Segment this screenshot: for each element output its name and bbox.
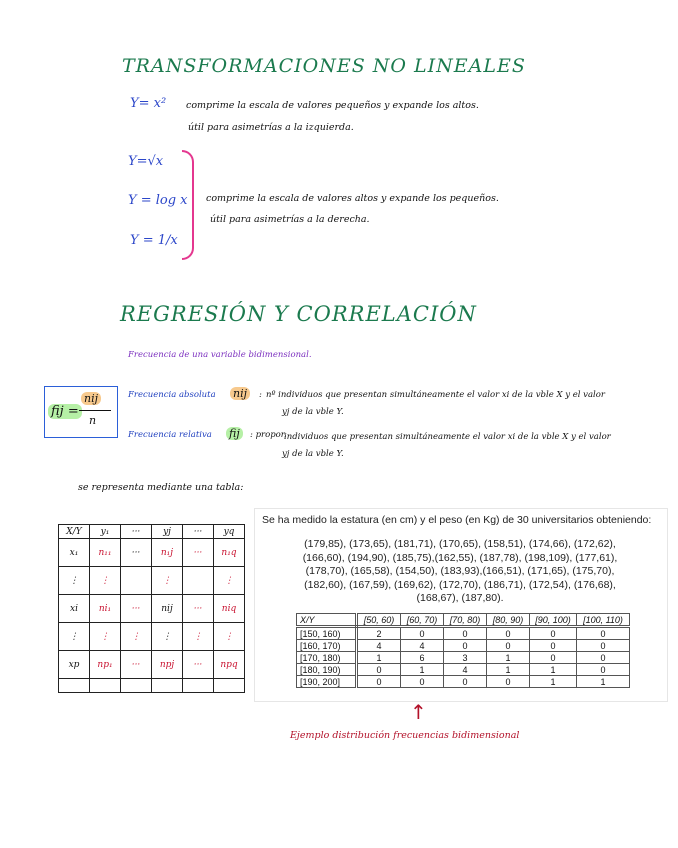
hand-cell: npj	[152, 651, 183, 679]
subtitle-bidimensional: Frecuencia de una variable bidimensional.	[128, 350, 312, 360]
hand-cell: ···	[183, 651, 214, 679]
example-cell: 1	[577, 676, 630, 688]
hand-cell: ···	[183, 595, 214, 623]
hand-cell: ⋮	[59, 567, 90, 595]
example-header-cell: [70, 80)	[444, 614, 487, 627]
hand-table-row	[59, 623, 245, 651]
abs-freq-colon: :	[259, 390, 262, 400]
pink-bracket	[182, 150, 194, 260]
hand-cell: xi	[59, 595, 90, 623]
hand-cell: npq	[214, 651, 245, 679]
example-intro: Se ha medido la estatura (en cm) y el peso (en Kg) de 30 universitarios obteniendo:	[262, 514, 652, 526]
data-line: (179,85), (173,65), (181,71), (170,65), (158,51), (174,66), (172,62),	[304, 538, 616, 550]
data-line: (168,67), (187,80).	[416, 592, 504, 604]
hand-cell: ···	[121, 595, 152, 623]
hand-cell: ⋮	[214, 623, 245, 651]
example-cell: 0	[577, 627, 630, 640]
table-intro: se representa mediante una tabla:	[78, 482, 244, 493]
formula-x-squared: Y= x²	[130, 96, 167, 111]
example-table-row	[297, 652, 630, 664]
hand-cell: n₁q	[214, 539, 245, 567]
fij-denominator: n	[89, 414, 97, 427]
hand-cell: ⋮	[152, 623, 183, 651]
hand-cell: nij	[152, 595, 183, 623]
example-cell: 1	[401, 664, 444, 676]
hand-table-row	[59, 567, 245, 595]
square-line-1: comprime la escala de valores pequeños y expande los altos.	[186, 100, 479, 111]
example-header-cell: [80, 90)	[487, 614, 530, 627]
example-table-row	[297, 676, 630, 688]
example-cell: 0	[577, 664, 630, 676]
hand-cell: ···	[121, 539, 152, 567]
rel-freq-label: Frecuencia relativa	[128, 430, 212, 440]
example-cell: 0	[487, 640, 530, 652]
rel-freq-text-2: yj de la vble Y.	[282, 449, 344, 459]
hand-header-cell: X/Y	[59, 525, 90, 539]
abs-freq-symbol: nij	[230, 387, 250, 400]
example-cell: 0	[577, 652, 630, 664]
rel-freq-symbol: fij	[226, 427, 243, 440]
example-cell: 3	[444, 652, 487, 664]
hand-cell: ⋮	[183, 623, 214, 651]
section-title-regresion: REGRESIÓN Y CORRELACIÓN	[120, 302, 477, 326]
square-line-2: útil para asimetrías a la izquierda.	[188, 122, 354, 133]
example-cell: 0	[401, 627, 444, 640]
example-cell: 1	[487, 652, 530, 664]
abs-freq-text: nº individuos que presentan simultáneamente el valor xi de la vble X y el valor	[266, 390, 605, 400]
example-cell: 4	[401, 640, 444, 652]
hand-table-header	[59, 525, 245, 539]
example-cell: [190, 200]	[297, 676, 357, 688]
example-cell: 0	[357, 676, 401, 688]
formula-log: Y = log x	[128, 193, 188, 208]
fij-lhs: fij =	[48, 404, 82, 419]
hand-cell: ⋮	[90, 567, 121, 595]
hand-cell	[183, 567, 214, 595]
example-cell: [170, 180)	[297, 652, 357, 664]
example-cell: 0	[401, 676, 444, 688]
data-line: (178,70), (165,58), (154,50), (183,93),(166,51), (171,65), (175,70),	[305, 565, 615, 577]
example-header-cell: [50, 60)	[357, 614, 401, 627]
example-cell: 0	[444, 640, 487, 652]
example-cell: 0	[530, 627, 577, 640]
up-arrow-icon: ↑	[410, 700, 427, 724]
hand-header-cell: yj	[152, 525, 183, 539]
example-cell: 1	[530, 664, 577, 676]
example-header-cell: [60, 70)	[401, 614, 444, 627]
example-table-row	[297, 627, 630, 640]
example-table-header	[297, 614, 630, 627]
example-cell: 0	[487, 676, 530, 688]
example-data-block	[254, 538, 666, 606]
example-table-row	[297, 664, 630, 676]
example-cell: 2	[357, 627, 401, 640]
abs-freq-label: Frecuencia absoluta	[128, 390, 216, 400]
hand-header-cell: yq	[214, 525, 245, 539]
data-line: (182,60), (167,59), (169,62), (172,70), (186,71), (172,54), (176,68),	[304, 578, 616, 591]
example-cell: 1	[487, 664, 530, 676]
hand-cell	[121, 567, 152, 595]
example-cell: 0	[530, 652, 577, 664]
hand-header-cell: y₁	[90, 525, 121, 539]
formula-sqrt: Y=√x	[128, 154, 164, 169]
example-caption: Ejemplo distribución frecuencias bidimensional	[290, 730, 520, 741]
hand-cell: ⋮	[214, 567, 245, 595]
hand-cell: xp	[59, 651, 90, 679]
hand-cell: x₁	[59, 539, 90, 567]
example-cell: [180, 190)	[297, 664, 357, 676]
example-header-cell: X/Y	[297, 614, 357, 627]
hand-header-cell: ···	[183, 525, 214, 539]
hand-table-row	[59, 539, 245, 567]
example-cell: 1	[530, 676, 577, 688]
section-title-transformaciones: TRANSFORMACIONES NO LINEALES	[122, 55, 526, 77]
group-line-2: útil para asimetrías a la derecha.	[210, 214, 370, 225]
example-cell: 0	[357, 664, 401, 676]
example-header-cell: [90, 100)	[530, 614, 577, 627]
hand-cell: ⋮	[152, 567, 183, 595]
hand-header-cell: ···	[121, 525, 152, 539]
hand-cell: ···	[121, 651, 152, 679]
hand-frequency-table	[58, 524, 245, 693]
fraction-bar	[79, 410, 111, 411]
hand-cell: ni₁	[90, 595, 121, 623]
hand-cell: n₁₁	[90, 539, 121, 567]
hand-cell: ⋮	[59, 623, 90, 651]
hand-cell: n₁j	[152, 539, 183, 567]
example-cell: [160, 170)	[297, 640, 357, 652]
hand-cell: ···	[183, 539, 214, 567]
rel-freq-text: individuos que presentan simultáneamente el valor xi de la vble X y el valor	[284, 432, 611, 442]
example-cell: 1	[357, 652, 401, 664]
fij-formula-box	[44, 386, 118, 438]
data-line: (166,60), (194,90), (185,75),(162,55), (187,78), (198,109), (177,61),	[302, 551, 618, 564]
example-cell: 4	[357, 640, 401, 652]
group-line-1: comprime la escala de valores altos y expande los pequeños.	[206, 193, 499, 204]
rel-freq-colon: : propor.	[250, 430, 287, 440]
example-cell: 0	[487, 627, 530, 640]
hand-table-empty-row	[59, 679, 245, 693]
example-table-row	[297, 640, 630, 652]
example-header-cell: [100, 110)	[577, 614, 630, 627]
abs-freq-text-2: yj de la vble Y.	[282, 407, 344, 417]
example-cell: 0	[577, 640, 630, 652]
hand-cell: niq	[214, 595, 245, 623]
example-cell: 0	[530, 640, 577, 652]
formula-inverse: Y = 1/x	[130, 233, 178, 248]
example-cell: [150, 160)	[297, 627, 357, 640]
fij-numerator: nij	[81, 392, 101, 405]
hand-cell: ⋮	[90, 623, 121, 651]
example-cell: 6	[401, 652, 444, 664]
hand-table-row	[59, 651, 245, 679]
example-cell: 0	[444, 676, 487, 688]
example-cell: 4	[444, 664, 487, 676]
hand-cell: ⋮	[121, 623, 152, 651]
hand-cell: np₁	[90, 651, 121, 679]
hand-table-row	[59, 595, 245, 623]
example-cell: 0	[444, 627, 487, 640]
example-frequency-table	[296, 613, 630, 688]
